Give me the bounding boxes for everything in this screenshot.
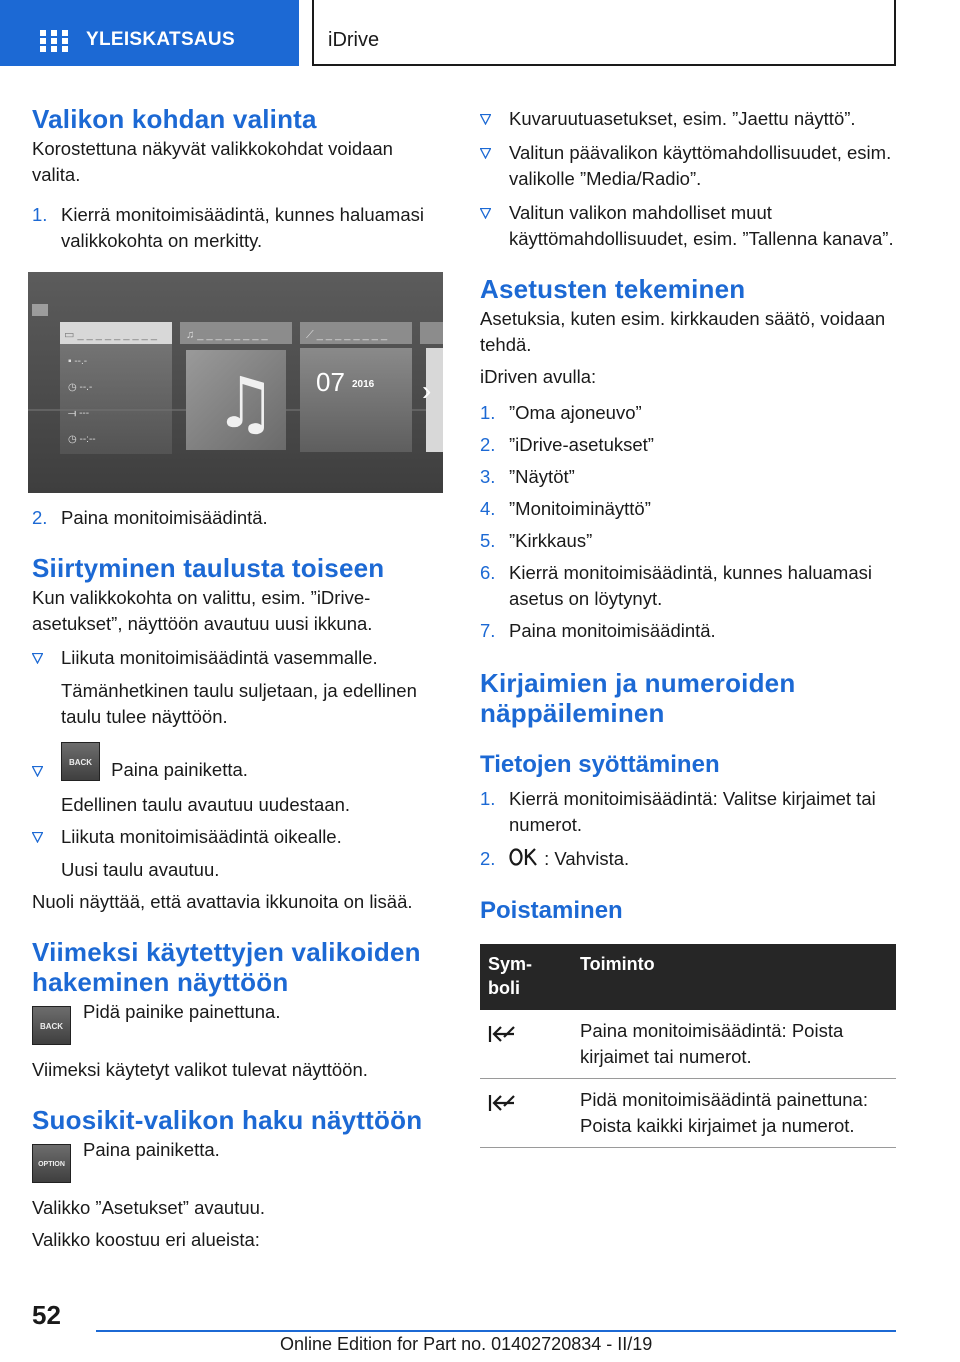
step-text: ”Monitoiminäyttö” (509, 498, 651, 519)
svg-text:◷ --.-: ◷ --.- (68, 382, 93, 393)
delete-table (480, 944, 896, 1148)
column-function: Toiminto (572, 944, 896, 1010)
svg-text:▪ --.-: ▪ --.- (68, 356, 88, 367)
back-button-icon: BACK (32, 1006, 71, 1045)
svg-text:▭ _ _ _ _ _ _ _ _ _: ▭ _ _ _ _ _ _ _ _ _ (64, 329, 157, 341)
step-2 (32, 505, 444, 531)
svg-text:⟞ ---: ⟞ --- (68, 408, 90, 419)
bullet-main-menu-options (480, 140, 896, 192)
step-text: : Vahvista. (544, 848, 630, 869)
column-symbol: Sym- boli (480, 944, 572, 1010)
bullet-text: Valitun valikon mahdolliset muut käyttömahdollisuudet, esim. ”Tallenna kanava”. (509, 202, 894, 249)
paragraph-fav-1: Valikko ”Asetukset” avautuu. (32, 1197, 266, 1218)
recent-button-row (32, 1003, 444, 1045)
bullet-text: Liikuta monitoimisäädintä oikealle. (61, 826, 342, 847)
idrive-screenshot (28, 272, 443, 493)
step-number: 5. (480, 530, 496, 551)
step-text: Kierrä monitoimisäädintä, kunnes haluamasi valikkokohta on merkitty. (61, 204, 424, 251)
step-text: Kierrä monitoimisäädintä: Valitse kirjaimet tai numerot. (509, 788, 876, 835)
idrive-screen-graphic (28, 272, 443, 493)
input-step-2 (480, 846, 896, 872)
step-number: 7. (480, 620, 496, 641)
svg-text:◷ --:--: ◷ --:-- (68, 434, 96, 445)
heading-delete: Poistaminen (480, 897, 623, 924)
heading-move-between: Siirtyminen taulusta toiseen (32, 553, 385, 583)
step-1 (32, 202, 444, 254)
section-title: YLEISKATSAUS (86, 29, 235, 50)
paragraph-select-item: Korostettuna näkyvät valikkokohdat voidaan valita. (32, 138, 393, 185)
heading-letters-numbers: Kirjaimien ja numeroiden näppäileminen (480, 668, 796, 728)
bullet-move-right (32, 824, 444, 850)
step-6 (480, 560, 896, 612)
step-number: 6. (480, 562, 496, 583)
table-cell: Paina monitoimisäädintä: Poista kirjaimet tai numerot. (572, 1010, 896, 1079)
table-row (480, 1079, 896, 1148)
backspace-icon-cell (480, 1079, 572, 1148)
table-row (480, 1010, 896, 1079)
footer-edition[interactable]: Online Edition for Part no. 01402720834 - II/19 (280, 1334, 653, 1354)
right-column (480, 100, 896, 1148)
backspace-icon (488, 1025, 516, 1043)
page-number: 52 (32, 1300, 61, 1330)
table-cell: Pidä monitoimisäädintä painettuna: Poista kaikki kirjaimet ja numerot. (572, 1079, 896, 1148)
heading-favorites: Suosikit-valikon haku näyttöön (32, 1105, 423, 1135)
step-number: 1. (480, 788, 496, 809)
step-text: ”iDrive-asetukset” (509, 434, 654, 455)
chapter-box (312, 0, 896, 66)
step-text: ”Näytöt” (509, 466, 575, 487)
bullet-menu-options (480, 200, 896, 252)
heading-settings: Asetusten tekeminen (480, 274, 746, 304)
option-button-text: Paina painiketta. (83, 1139, 220, 1160)
step-1 (480, 400, 896, 426)
section-tab[interactable] (0, 0, 299, 66)
paragraph-settings: Asetuksia, kuten esim. kirkkauden säätö, voidaan tehdä. (480, 308, 886, 355)
step-text: ”Oma ajoneuvo” (509, 402, 642, 423)
option-button-icon: OPTION (32, 1144, 71, 1183)
heading-select-item: Valikon kohdan valinta (32, 104, 317, 134)
screen-clock-number: 07 (316, 367, 345, 397)
table-header-row (480, 944, 896, 1010)
triangle-bullet-icon (32, 766, 43, 777)
back-button-icon: BACK (61, 742, 100, 781)
step-text: Paina monitoimisäädintä. (509, 620, 716, 641)
paragraph-fav-2: Valikko koostuu eri alueista: (32, 1229, 260, 1250)
grid-icon (40, 30, 68, 52)
bullet-screen-settings (480, 106, 896, 132)
step-number: 1. (32, 204, 48, 225)
backspace-icon (488, 1094, 516, 1112)
step-number: 2. (32, 507, 48, 528)
ok-icon (509, 847, 539, 867)
page-header (0, 0, 960, 66)
triangle-bullet-icon (480, 114, 491, 125)
step-text: ”Kirkkaus” (509, 530, 593, 551)
step-5 (480, 528, 896, 554)
step-7 (480, 618, 896, 644)
triangle-bullet-icon (32, 653, 43, 664)
svg-text:♫ _ _ _ _ _ _ _ _: ♫ _ _ _ _ _ _ _ _ (186, 329, 268, 341)
triangle-bullet-icon (32, 832, 43, 843)
footer-divider (96, 1330, 896, 1332)
bullet-text: Kuvaruutuasetukset, esim. ”Jaettu näyttö”. (509, 108, 856, 129)
svg-text:⟋ _ _ _ _ _ _ _ _: ⟋ _ _ _ _ _ _ _ _ (306, 329, 388, 341)
bullet-subtext: Uusi taulu avautuu. (61, 859, 220, 880)
step-text: Paina monitoimisäädintä. (61, 507, 268, 528)
step-text: Kierrä monitoimisäädintä, kunnes haluamasi asetus on löytynyt. (509, 562, 872, 609)
recent-button-text: Pidä painike painettuna. (83, 1001, 281, 1022)
bullet-text: Liikuta monitoimisäädintä vasemmalle. (61, 647, 378, 668)
bullet-move-left (32, 645, 444, 671)
paragraph-recent: Viimeksi käytetyt valikot tulevat näyttöön. (32, 1059, 368, 1080)
step-3 (480, 464, 896, 490)
triangle-bullet-icon (480, 208, 491, 219)
svg-text:›: › (422, 375, 432, 406)
paragraph-move-between: Kun valikkokohta on valittu, esim. ”iDrive-asetukset”, näyttöön avautuu uusi ikkuna. (32, 587, 373, 634)
bullet-subtext: Edellinen taulu avautuu uudestaan. (61, 794, 351, 815)
left-column (32, 100, 444, 1253)
chapter-title: iDrive (328, 29, 380, 51)
bullet-subtext: Tämänhetkinen taulu suljetaan, ja edellinen taulu tulee näyttöön. (61, 680, 417, 727)
step-number: 3. (480, 466, 496, 487)
step-number: 1. (480, 402, 496, 423)
backspace-icon-cell (480, 1010, 572, 1079)
heading-input-data: Tietojen syöttäminen (480, 751, 720, 778)
bullet-text: Valitun päävalikon käyttömahdollisuudet, esim. valikolle ”Media/Radio”. (509, 142, 892, 189)
step-4 (480, 496, 896, 522)
step-2 (480, 432, 896, 458)
paragraph-arrow: Nuoli näyttää, että avattavia ikkunoita on lisää. (32, 891, 413, 912)
settings-steps (480, 400, 896, 644)
screen-year: 2016 (352, 379, 375, 390)
option-button-row (32, 1141, 444, 1183)
step-number: 4. (480, 498, 496, 519)
bullet-back-button (32, 742, 444, 784)
paragraph-via-idrive: iDriven avulla: (480, 366, 597, 387)
step-number: 2. (480, 848, 496, 869)
bullet-text: Paina painiketta. (111, 759, 248, 781)
heading-recent-menus: Viimeksi käytettyjen valikoiden hakeminen näyttöön (32, 937, 421, 997)
step-number: 2. (480, 434, 496, 455)
triangle-bullet-icon (480, 148, 491, 159)
music-note-icon: ♫ (214, 362, 277, 444)
input-step-1 (480, 786, 896, 838)
